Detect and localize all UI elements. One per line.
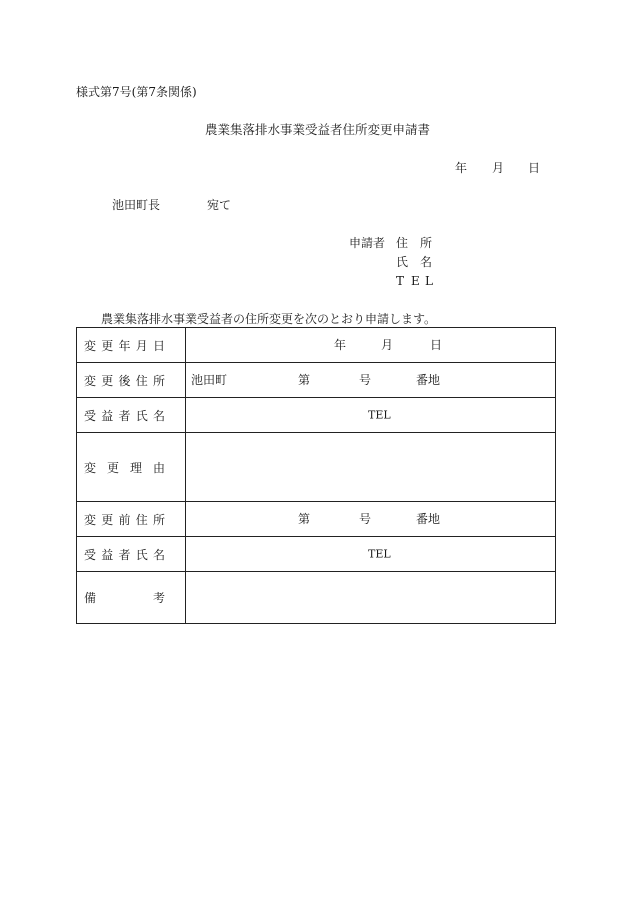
old-address-dai: 第 [298, 512, 311, 526]
label-char: 受 [84, 408, 97, 423]
label-char: 更 [101, 373, 114, 388]
label-char: 理 [129, 460, 142, 475]
label-char: 益 [101, 547, 114, 562]
applicant-address-label-2: 所 [420, 236, 433, 250]
value-beneficiary-2[interactable] [186, 537, 556, 572]
label-char: 者 [118, 547, 131, 562]
new-address-town: 池田町 [191, 373, 228, 387]
label-beneficiary-1 [77, 398, 186, 433]
label-char: 更 [101, 512, 114, 527]
applicant-address-label-1: 住 [396, 236, 409, 250]
intro-text: 農業集落排水事業受益者の住所変更を次のとおり申請します。 [101, 312, 437, 326]
label-char: 益 [101, 408, 114, 423]
applicant-tel-label-3: L [425, 274, 433, 288]
label-char: 所 [152, 373, 165, 388]
label-beneficiary-2 [77, 537, 186, 572]
applicant-name-label-1: 氏 [396, 255, 409, 269]
value-remarks[interactable] [186, 572, 556, 624]
label-char: 所 [152, 512, 165, 527]
label-char: 後 [118, 373, 131, 388]
label-remarks [77, 572, 186, 624]
label-char: 考 [152, 591, 165, 605]
beneficiary-2-tel: TEL [368, 547, 391, 561]
addressee-suffix: 宛て [207, 198, 232, 212]
row-new-address [77, 363, 556, 398]
label-char: 氏 [135, 408, 148, 423]
new-address-dai: 第 [298, 373, 311, 387]
label-char: 更 [101, 338, 114, 353]
change-date-month: 月 [381, 338, 394, 352]
date-month-label: 月 [492, 161, 505, 175]
row-change-date [77, 328, 556, 363]
label-char: 者 [118, 408, 131, 423]
applicant-label: 申請者 [349, 236, 386, 250]
label-char: 変 [84, 512, 97, 527]
label-char: 更 [106, 460, 119, 475]
label-old-address [77, 502, 186, 537]
applicant-tel-label-1: T [396, 274, 405, 288]
old-address-banchi: 番地 [416, 512, 441, 526]
label-char: 月 [135, 338, 148, 353]
label-char: 変 [84, 338, 97, 353]
label-char: 年 [118, 338, 131, 353]
row-beneficiary-1 [77, 398, 556, 433]
label-char: 備 [84, 591, 97, 605]
value-old-address[interactable] [186, 502, 556, 537]
label-change-date [77, 328, 186, 363]
label-new-address [77, 363, 186, 398]
applicant-tel-label-2: E [411, 274, 420, 288]
row-reason [77, 433, 556, 502]
page-title: 農業集落排水事業受益者住所変更申請書 [205, 122, 431, 137]
label-char: 前 [118, 512, 131, 527]
row-remarks [77, 572, 556, 624]
date-year-label: 年 [455, 161, 468, 175]
old-address-go: 号 [359, 512, 372, 526]
label-char: 名 [152, 408, 165, 423]
label-char: 住 [135, 373, 148, 388]
label-char: 日 [152, 338, 165, 353]
value-beneficiary-1[interactable] [186, 398, 556, 433]
change-date-year: 年 [334, 338, 347, 352]
row-beneficiary-2 [77, 537, 556, 572]
label-char: 住 [135, 512, 148, 527]
label-reason [77, 433, 186, 502]
form-number: 様式第7号(第7条関係) [76, 85, 197, 99]
new-address-go: 号 [359, 373, 372, 387]
new-address-banchi: 番地 [416, 373, 441, 387]
value-new-address[interactable] [186, 363, 556, 398]
change-date-day: 日 [430, 338, 443, 352]
label-char: 氏 [135, 547, 148, 562]
addressee-name: 池田町長 [112, 198, 161, 212]
label-char: 名 [152, 547, 165, 562]
label-char: 変 [84, 460, 97, 475]
label-char: 受 [84, 547, 97, 562]
application-table [76, 327, 556, 624]
date-day-label: 日 [528, 161, 541, 175]
row-old-address [77, 502, 556, 537]
value-change-date[interactable] [186, 328, 556, 363]
label-char: 由 [152, 460, 165, 475]
value-reason[interactable] [186, 433, 556, 502]
beneficiary-1-tel: TEL [368, 408, 391, 422]
applicant-name-label-2: 名 [420, 255, 433, 269]
label-char: 変 [84, 373, 97, 388]
